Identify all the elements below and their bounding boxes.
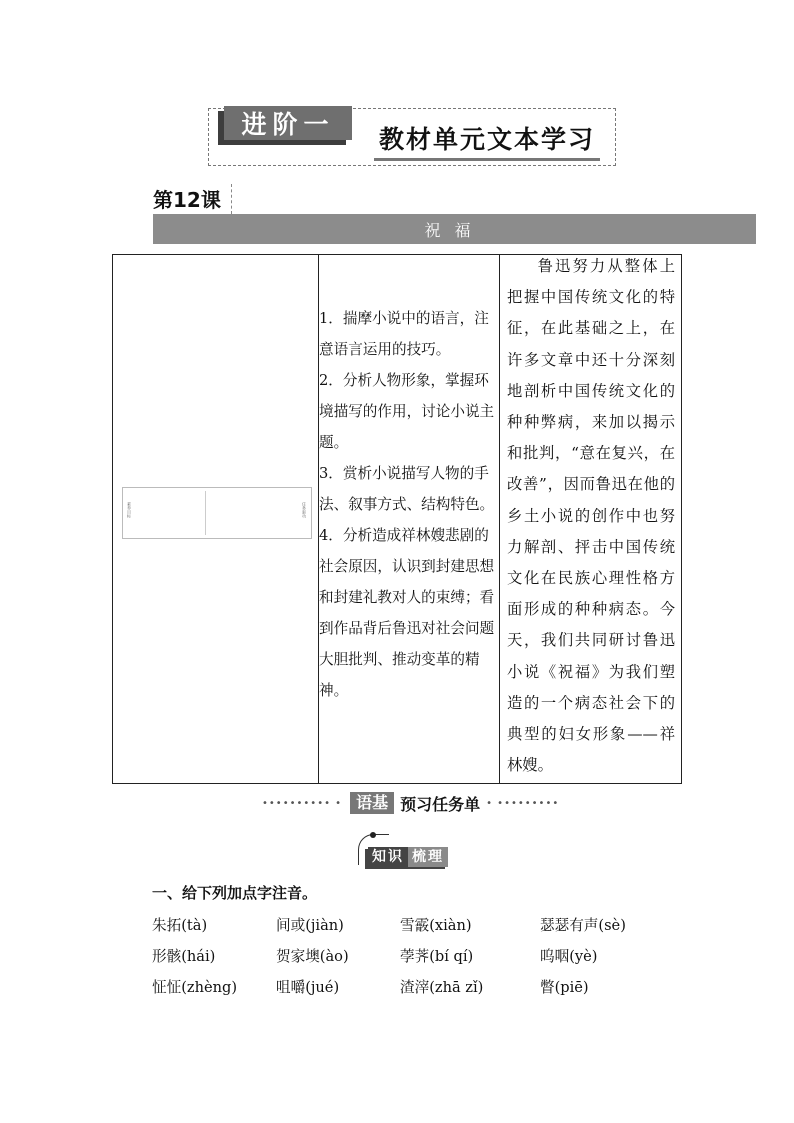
preview-header <box>262 792 559 814</box>
pinyin-item: 形骸(hái) <box>152 948 216 965</box>
pinyin-item: 渣滓(zhā zǐ) <box>400 979 484 996</box>
lesson-divider <box>231 184 232 214</box>
pinyin-item: 瑟瑟有声(sè) <box>540 917 626 934</box>
pinyin-item: 瞥(piē) <box>540 979 589 996</box>
lesson-overview-table <box>112 254 682 784</box>
table-divider <box>499 255 500 783</box>
pinyin-item: 荸荠(bí qí) <box>400 948 474 965</box>
pinyin-item: 咀嚼(jué) <box>276 979 340 996</box>
pinyin-item: 呜咽(yè) <box>540 948 598 965</box>
mini-map-left-text: 素养目标 <box>127 502 132 518</box>
knowledge-dot-decoration <box>370 832 376 838</box>
stage-label: 进阶一 <box>224 106 352 140</box>
mini-mind-map <box>122 487 312 539</box>
preview-badge: 语基 <box>350 792 394 814</box>
preview-title: 预习任务单 <box>400 794 481 814</box>
learning-objectives <box>319 303 497 706</box>
pinyin-item: 怔怔(zhèng) <box>152 979 238 996</box>
pinyin-item: 间或(jiàn) <box>276 917 344 934</box>
objective-item: 1．揣摩小说中的语言，注意语言运用的技巧。 <box>319 310 489 358</box>
pinyin-item: 朱拓(tà) <box>152 917 208 934</box>
mini-map-right-text: 任务驱动 <box>302 502 307 518</box>
lesson-title-bar: 祝福 <box>153 214 756 244</box>
pinyin-item: 雪霰(xiàn) <box>400 917 472 934</box>
dots-right: • ••••••••• <box>486 797 560 809</box>
knowledge-label-b: 梳理 <box>408 847 448 867</box>
pinyin-item: 贺家墺(ào) <box>276 948 349 965</box>
objective-item: 3．赏析小说描写人物的手法、叙事方式、结构特色。 <box>319 465 495 513</box>
section-title: 教材单元文本学习 <box>374 118 600 161</box>
objective-item: 4．分析造成祥林嫂悲剧的社会原因，认识到封建思想和封建礼教对人的束缚；看到作品背后鲁迅对社会问题大胆批判、推动变革的精神。 <box>319 527 495 699</box>
knowledge-label-a: 知识 <box>368 847 408 867</box>
lesson-intro: 鲁迅努力从整体上把握中国传统文化的特征，在此基础之上，在许多文章中还十分深刻地剖析中国传统文化的种种弊病，来加以揭示和批判，“意在复兴，在改善”，因而鲁迅在他的乡土小说的创作中也努力解剖、抨击中国传统文化在民族心理性格方面形成的种种病态。今天，我们共同研讨鲁迅小说《祝福》为我们塑造的一个病态社会下的典型的妇女形象——祥林嫂。 <box>507 257 675 775</box>
lesson-number: 第12课 <box>153 188 221 212</box>
knowledge-badge <box>368 847 448 867</box>
objective-item: 2．分析人物形象，掌握环境描写的作用，讨论小说主题。 <box>319 372 495 451</box>
dots-left: •••••••••• • <box>262 797 343 809</box>
question-title: 一、给下列加点字注音。 <box>152 884 318 902</box>
mini-map-divider <box>205 491 206 535</box>
